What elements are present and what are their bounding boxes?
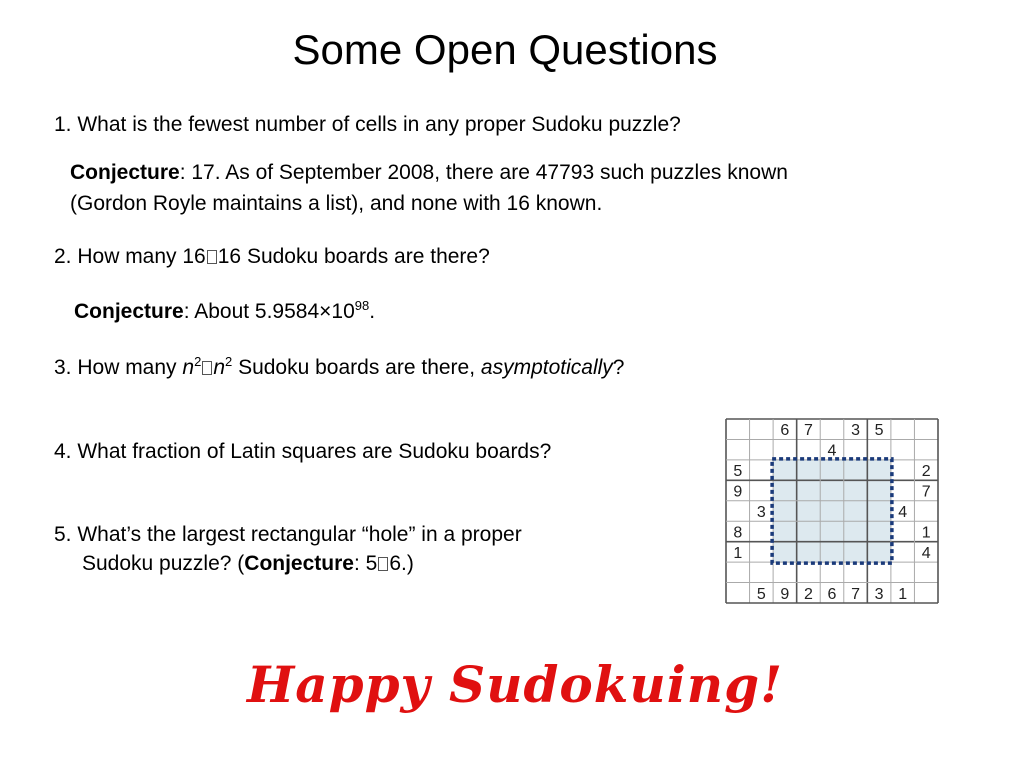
sudoku-digit: 7	[851, 585, 861, 603]
question-5-mid: : 5	[353, 552, 378, 575]
exponent: 2	[225, 354, 233, 369]
sudoku-digit: 5	[733, 463, 743, 481]
conjecture-label: Conjecture	[70, 161, 180, 184]
sudoku-digit: 6	[827, 585, 837, 603]
question-2-suffix: 16 Sudoku boards are there?	[217, 245, 490, 268]
missing-glyph-icon	[378, 557, 388, 571]
conjecture-1-line-2: (Gordon Royle maintains a list), and none with 16 known.	[70, 192, 603, 215]
sudoku-digit: 8	[733, 524, 743, 542]
question-5-line-1: 5. What’s the largest rectangular “hole” in a proper	[54, 523, 522, 546]
variable-n: n	[213, 356, 225, 379]
missing-glyph-icon	[202, 361, 212, 375]
question-3-prefix: 3. How many	[54, 356, 183, 379]
question-5-end: 6.)	[389, 552, 414, 575]
question-5-line-2	[82, 549, 414, 579]
conjecture-2-text: : About 5.9584×10	[183, 300, 355, 323]
conjecture-1-line-1	[70, 158, 788, 188]
sudoku-digit: 3	[874, 585, 884, 603]
sudoku-digit: 4	[827, 442, 837, 460]
sudoku-digit: 4	[898, 504, 908, 521]
question-3-middle: Sudoku boards are there,	[232, 356, 481, 379]
question-3-emphasis: asymptotically	[480, 356, 613, 379]
question-3	[54, 353, 624, 383]
conjecture-label: Conjecture	[244, 552, 354, 575]
conjecture-label: Conjecture	[74, 300, 184, 323]
sudoku-digit: 1	[921, 524, 931, 542]
conjecture-1-text: : 17. As of September 2008, there are 47793 such puzzles known	[179, 161, 788, 184]
question-1: 1. What is the fewest number of cells in any proper Sudoku puzzle?	[54, 113, 681, 136]
sudoku-digit: 1	[898, 585, 908, 603]
sudoku-digit: 6	[780, 422, 790, 440]
sudoku-digit: 9	[733, 483, 743, 501]
question-2-prefix: 2. How many 16	[54, 245, 206, 268]
sudoku-grid-image	[725, 418, 939, 604]
sudoku-digit: 7	[921, 483, 931, 501]
sudoku-digit: 2	[803, 585, 813, 603]
sudoku-digit: 3	[851, 422, 861, 440]
question-2	[54, 242, 490, 272]
sudoku-digit: 1	[733, 544, 743, 562]
sudoku-digit: 9	[780, 585, 790, 603]
missing-glyph-icon	[207, 250, 217, 264]
sudoku-digit: 5	[874, 422, 884, 440]
closing-message: Happy Sudokuing!	[246, 655, 784, 714]
question-5-prefix: Sudoku puzzle? (	[82, 552, 245, 575]
sudoku-digit: 2	[921, 463, 931, 481]
sudoku-digit: 4	[921, 544, 931, 562]
page-title: Some Open Questions	[292, 26, 718, 73]
conjecture-2-exponent: 98	[354, 298, 370, 313]
sudoku-digit: 5	[756, 585, 766, 603]
variable-n: n	[182, 356, 195, 379]
sudoku-digit: 3	[756, 504, 766, 521]
conjecture-2-end: .	[369, 300, 376, 323]
question-3-end: ?	[612, 356, 625, 379]
conjecture-2	[74, 297, 375, 327]
exponent: 2	[194, 354, 202, 369]
hole-fill	[773, 460, 891, 562]
question-4: 4. What fraction of Latin squares are Sudoku boards?	[54, 440, 552, 463]
sudoku-digit: 7	[803, 422, 813, 440]
